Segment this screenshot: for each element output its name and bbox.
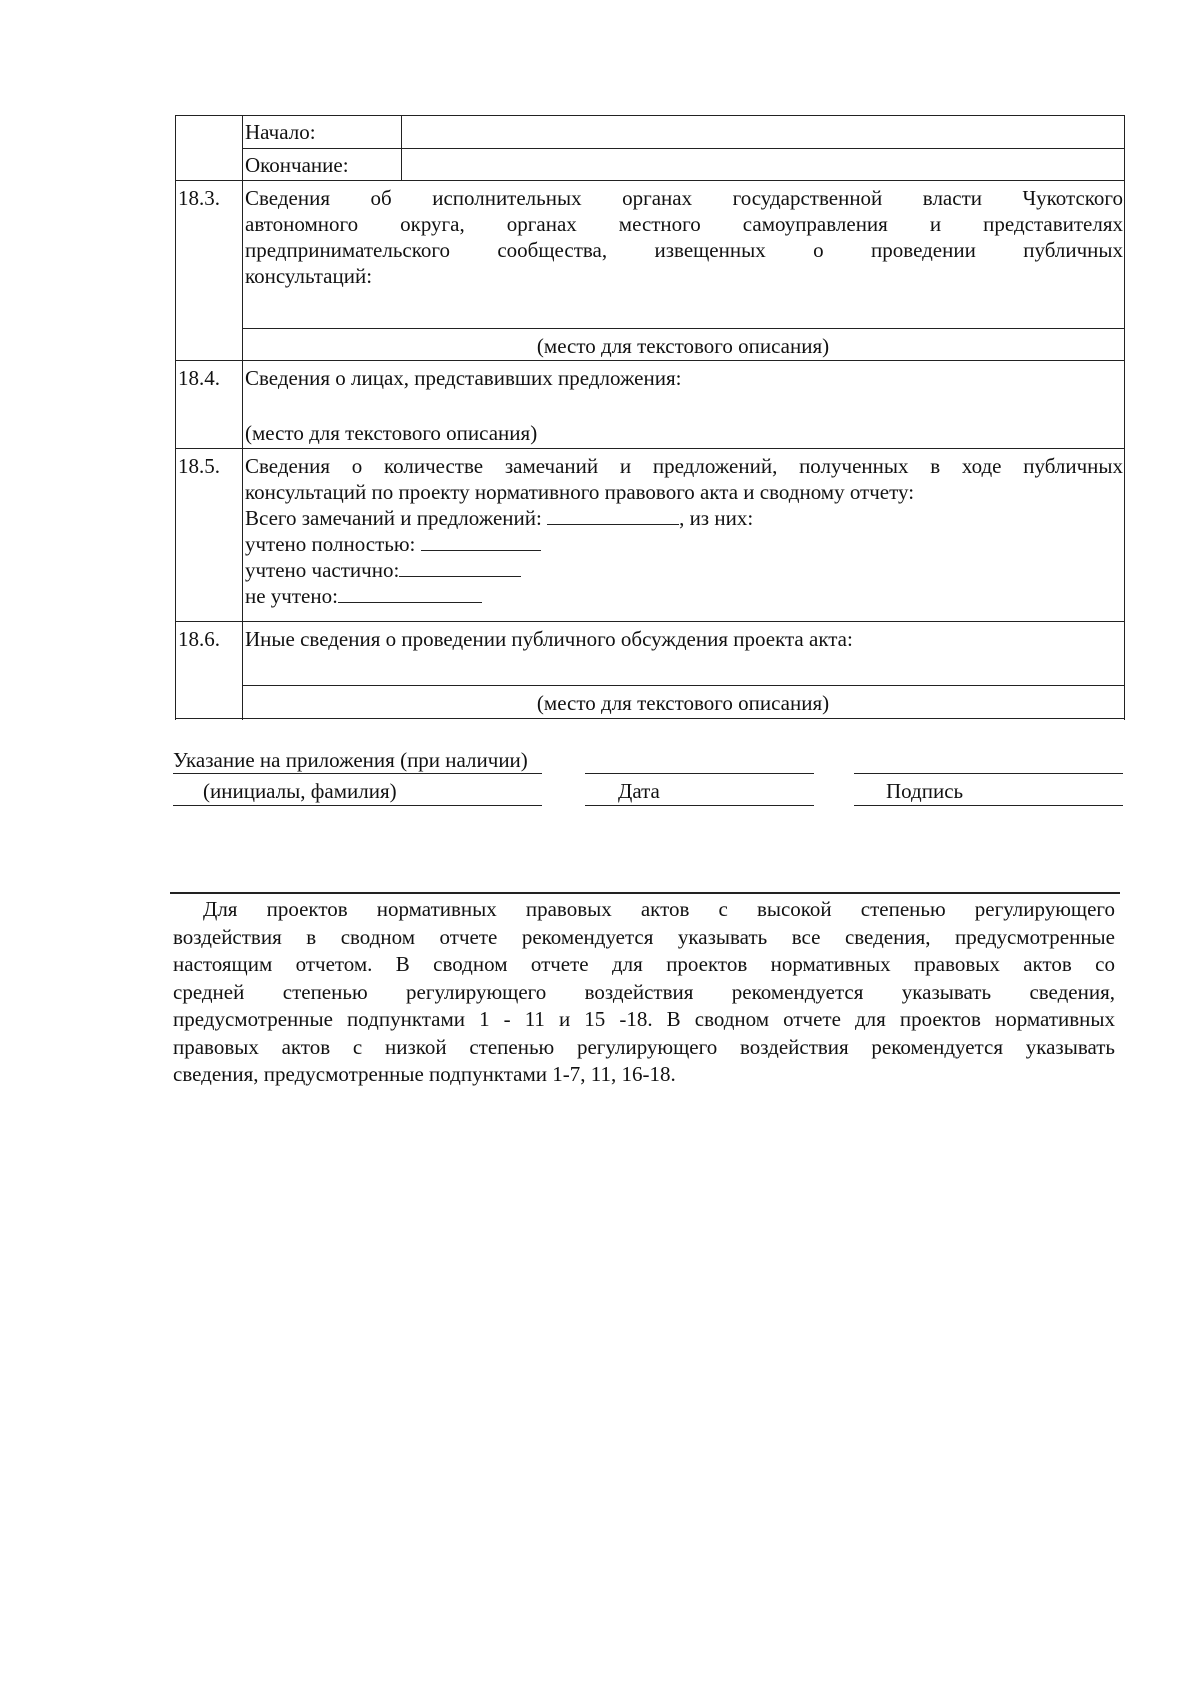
fully-considered-label: учтено полностью: bbox=[245, 532, 416, 556]
date-caption: Дата bbox=[618, 779, 660, 803]
row-text-line: консультаций по проекту нормативного правового акта и сводному отчету: bbox=[245, 480, 915, 504]
date-caption-underline bbox=[585, 805, 814, 806]
start-label: Начало: bbox=[245, 120, 316, 144]
footnote bbox=[173, 896, 1115, 1089]
row-text-line: предпринимательского сообщества, извещенных о проведении публичных bbox=[245, 238, 1123, 262]
fully-considered-line bbox=[245, 531, 541, 557]
row-divider bbox=[175, 448, 1125, 449]
table-column-divider bbox=[242, 115, 243, 720]
partially-considered-line bbox=[245, 557, 521, 583]
row-text-line: автономного округа, органах местного самоуправления и представителях bbox=[245, 212, 1123, 236]
appendix-label: Указание на приложения (при наличии) bbox=[173, 748, 528, 772]
total-remarks-label: Всего замечаний и предложений: bbox=[245, 506, 542, 530]
total-remarks-line bbox=[245, 505, 753, 531]
signature-line bbox=[854, 773, 1123, 774]
row-divider bbox=[242, 148, 1125, 149]
row-divider bbox=[175, 360, 1125, 361]
signature-caption: Подпись bbox=[886, 779, 964, 803]
not-considered-label: не учтено: bbox=[245, 584, 338, 608]
partially-considered-label: учтено частично: bbox=[245, 558, 400, 582]
table-border-bottom bbox=[175, 718, 1125, 719]
row-text-line: Сведения об исполнительных органах государственной власти Чукотского bbox=[245, 186, 1123, 210]
row-text-line: Иные сведения о проведении публичного обсуждения проекта акта: bbox=[245, 627, 853, 651]
text-placeholder: (место для текстового описания) bbox=[536, 334, 830, 358]
not-considered-blank bbox=[338, 583, 482, 603]
row-divider bbox=[242, 328, 1125, 329]
row-number: 18.5. bbox=[178, 454, 220, 478]
end-label: Окончание: bbox=[245, 153, 349, 177]
footnote-line: Для проектов нормативных правовых актов с высокой степенью регулирующего bbox=[203, 897, 1115, 921]
footnote-separator bbox=[170, 892, 1120, 894]
name-caption: (инициалы, фамилия) bbox=[203, 779, 397, 803]
row-text-line: Сведения о лицах, представивших предложения: bbox=[245, 366, 682, 390]
text-placeholder: (место для текстового описания) bbox=[536, 691, 830, 715]
footnote-line: сведения, предусмотренные подпунктами 1-7, 11, 16-18. bbox=[173, 1062, 676, 1086]
row-text-line: консультаций: bbox=[245, 264, 373, 288]
row-number: 18.3. bbox=[178, 186, 220, 210]
footnote-line: настоящим отчетом. В сводном отчете для проектов нормативных правовых актов со bbox=[173, 952, 1115, 976]
text-placeholder: (место для текстового описания) bbox=[245, 421, 538, 445]
footnote-line: воздействия в сводном отчете рекомендуется указывать все сведения, предусмотренные bbox=[173, 924, 1115, 949]
table-border-top bbox=[175, 115, 1125, 116]
footnote-line: предусмотренные подпунктами 1 - 11 и 15 -18. В сводном отчете для проектов нормативных bbox=[173, 1007, 1115, 1031]
row-divider bbox=[175, 621, 1125, 622]
date-line bbox=[585, 773, 814, 774]
name-line bbox=[173, 773, 542, 774]
row-divider bbox=[242, 685, 1125, 686]
name-caption-underline bbox=[173, 805, 542, 806]
table-border-right bbox=[1124, 115, 1125, 720]
signature-caption-underline bbox=[854, 805, 1123, 806]
fully-considered-blank bbox=[421, 531, 541, 551]
row-text-line: Сведения о количестве замечаний и предложений, полученных в ходе публичных bbox=[245, 454, 1123, 478]
table-border-left bbox=[175, 115, 176, 720]
row-divider bbox=[175, 180, 1125, 181]
row-number: 18.6. bbox=[178, 627, 220, 651]
not-considered-line bbox=[245, 583, 482, 609]
total-remarks-blank bbox=[547, 505, 679, 525]
footnote-line: правовых актов с низкой степенью регулирующего воздействия рекомендуется указывать bbox=[173, 1034, 1115, 1059]
partially-considered-blank bbox=[399, 557, 521, 577]
row-number: 18.4. bbox=[178, 366, 220, 390]
total-remarks-suffix: , из них: bbox=[679, 506, 754, 530]
footnote-line: средней степенью регулирующего воздействия рекомендуется указывать сведения, bbox=[173, 979, 1115, 1004]
